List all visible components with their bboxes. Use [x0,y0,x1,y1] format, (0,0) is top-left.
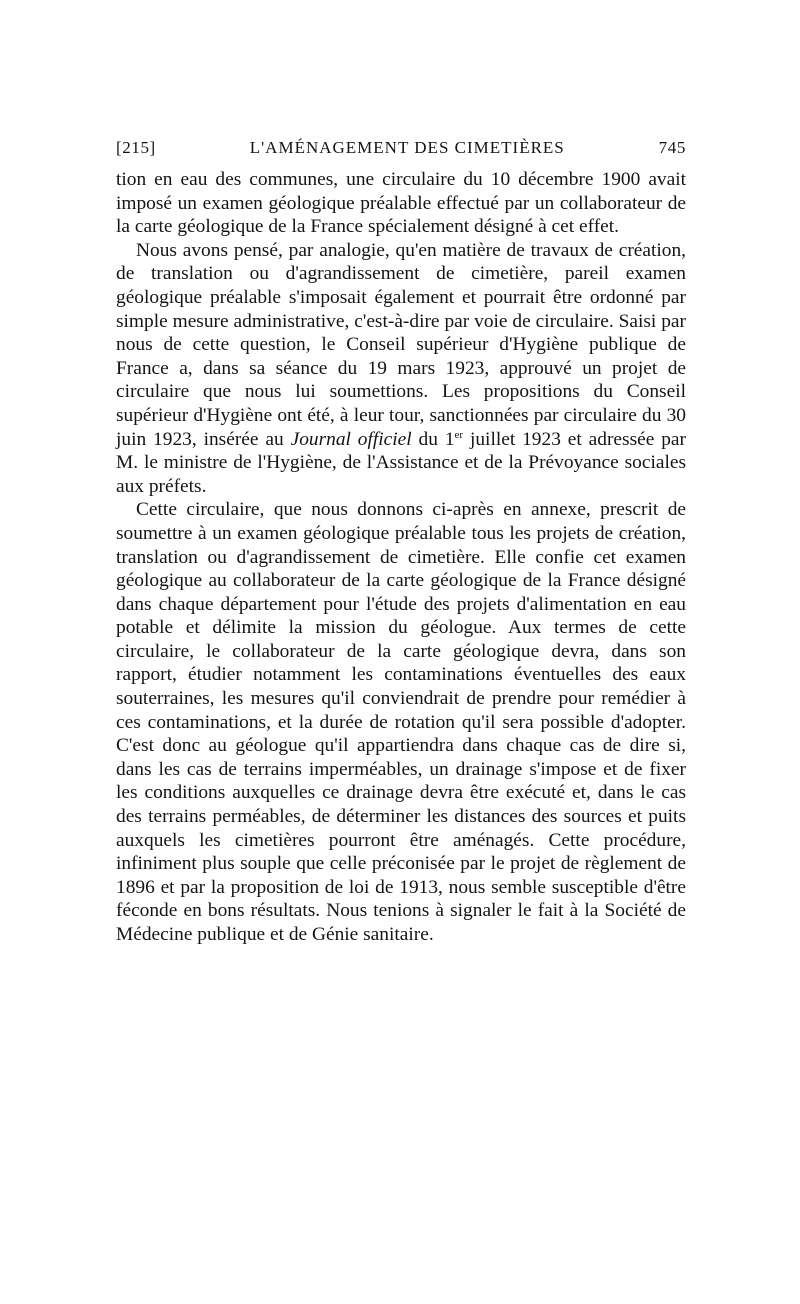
page-ref: [215] [116,138,156,157]
paragraph-2 [116,239,686,499]
paragraph-3: Cette circulaire, que nous donnons ci-après en annexe, prescrit de soumettre à un examen géologique préalable tous les projets de création, translation ou d'agrandissement de cimetière. Elle confie cet examen géologique au collaborateur de la carte géologique de la France désigné dans chaque département pour l'étude des projets d'alimentation en eau potable et délimite la mission du géologue. Aux termes de cette circulaire, le collaborateur de la carte géologique devra, dans son rapport, étudier notamment les contaminations éventuelles des eaux souterraines, les mesures qu'il conviendrait de prendre pour remédier à ces contaminations, et la durée de rotation qu'il sera possible d'adopter. C'est donc au géologue qu'il appartiendra dans chaque cas de dire si, dans les cas de terrains imperméables, un drainage s'impose et de fixer les conditions auxquelles ce drainage devra être exécuté et, dans le cas des terrains perméables, de déterminer les distances des sources et puits auxquels les cimetières pourront être aménagés. Cette procédure, infiniment plus souple que celle préconisée par le projet de règlement de 1896 et par la proposition de loi de 1913, nous semble susceptible d'être féconde en bons résultats. Nous tenions à signaler le fait à la Société de Médecine publique et de Génie sanitaire. [116,499,686,945]
body-text [116,168,686,947]
page [116,138,686,947]
journal-officiel: Journal officiel [290,428,412,450]
paragraph-2-end: juillet 1923 et adressée par M. le ministre de l'Hygiène, de l'Assistance et de la Prévoyance sociales aux préfets. [116,428,686,497]
running-title: L'AMÉNAGEMENT DES CIMETIÈRES [249,138,565,157]
running-header [116,138,686,168]
superscript-er: er [454,428,464,441]
paragraph-2-du: du 1 [411,428,455,450]
page-number: 745 [658,138,686,157]
paragraph-2-text: Nous avons pensé, par analogie, qu'en matière de travaux de création, de translation ou d'agrandissement de cimetière, pareil examen géologique préalable s'imposait également et pourrait être ordonné par simple mesure administrative, c'est-à-dire par voie de circulaire. Saisi par nous de cette question, le Conseil supérieur d'Hygiène publique de France a, dans sa séance du 19 mars 1923, approuvé un projet de circulaire que nous lui soumettions. Les propositions du Conseil supérieur d'Hygiène ont été, à leur tour, sanctionnées par circulaire du 30 juin 1923, insérée au [116,239,686,450]
paragraph-1: tion en eau des communes, une circulaire du 10 décembre 1900 avait imposé un examen géologique préalable effectué par un collaborateur de la carte géologique de la France spécialement désigné à cet effet. [116,169,686,238]
